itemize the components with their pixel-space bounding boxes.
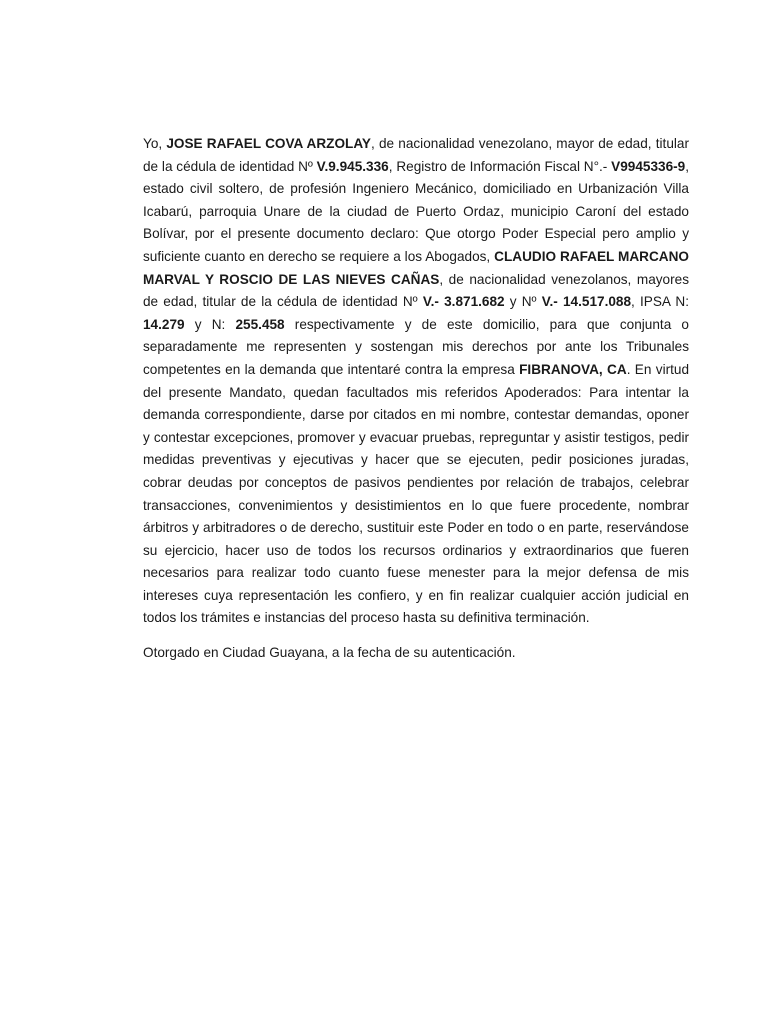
- ipsa-number-1: 14.279: [143, 316, 185, 332]
- attorney-id-2: V.- 14.517.088: [541, 294, 632, 310]
- grantor-tax-id: V9945336-9: [611, 158, 686, 174]
- text-segment: . En virtud del presente Mandato, quedan facultados mis referidos Apoderados: Para intentar la demanda correspondiente, darse por citados en mi nombre, contestar demandas, oponer y contestar excepciones, promover y evacuar pruebas, repreguntar y asistir testigos, pedir medidas preventivas y ejecutivas y hacer que se ejecuten, pedir posiciones juradas, cobrar deudas por conceptos de pasivos pendientes por relación de trabajos, celebrar transacciones, convenimientos y desistimientos en lo que fuere procedente, nombrar árbitros y arbitradores o de derecho, sustituir este Poder en todo o en parte, reservándose su ejercicio, hacer uso de todos los recursos ordinarios y extraordinarios que fueren necesarios para realizar todo cuanto fuese menester para la mejor defensa de mis intereses cuya representación les confiero, y en fin realizar cualquier acción judicial en todos los trámites e instancias del proceso hasta su definitiva terminación.: [143, 361, 690, 626]
- attorney-names: CLAUDIO RAFAEL MARCANO MARVAL Y ROSCIO DE LAS NIEVES CAÑAS: [143, 248, 690, 287]
- text-segment: y N:: [184, 316, 236, 332]
- text-segment: , Registro de Información Fiscal N°.-: [388, 158, 612, 174]
- ipsa-number-2: 255.458: [235, 316, 285, 332]
- company-name: FIBRANOVA, CA: [519, 361, 627, 377]
- grantor-id-number: V.9.945.336: [316, 158, 389, 174]
- text-segment: y Nº: [504, 294, 542, 310]
- text-segment: , de nacionalidad venezolano, mayor de edad, titular de la cédula de identidad Nº: [143, 136, 689, 174]
- attorney-id-1: V.- 3.871.682: [422, 294, 505, 310]
- text-segment: , estado civil soltero, de profesión Ingeniero Mecánico, domiciliado en Urbanización Villa Icabarú, parroquia Unare de la ciudad de Puerto Ordaz, municipio Caroní del estado Bolívar, por el presente documento declaro: Que otorgo Poder Especial pero amplio y suficiente cuanto en derecho se requiere a los Abogados,: [143, 158, 689, 264]
- power-of-attorney-paragraph: [143, 133, 689, 630]
- text-segment: Yo,: [143, 136, 167, 151]
- text-segment: respectivamente y de este domicilio, para que conjunta o separadamente me representen y sostengan mis derechos por ante los Tribunales competentes en la demanda que intentaré contra la empresa: [143, 316, 689, 377]
- grantor-name: JOSE RAFAEL COVA ARZOLAY: [166, 136, 371, 151]
- closing-paragraph: Otorgado en Ciudad Guayana, a la fecha de su autenticación.: [143, 645, 516, 661]
- text-segment: , IPSA N:: [631, 294, 689, 310]
- document-body: [143, 133, 689, 665]
- text-segment: , de nacionalidad venezolanos, mayores de edad, titular de la cédula de identidad Nº: [143, 271, 689, 310]
